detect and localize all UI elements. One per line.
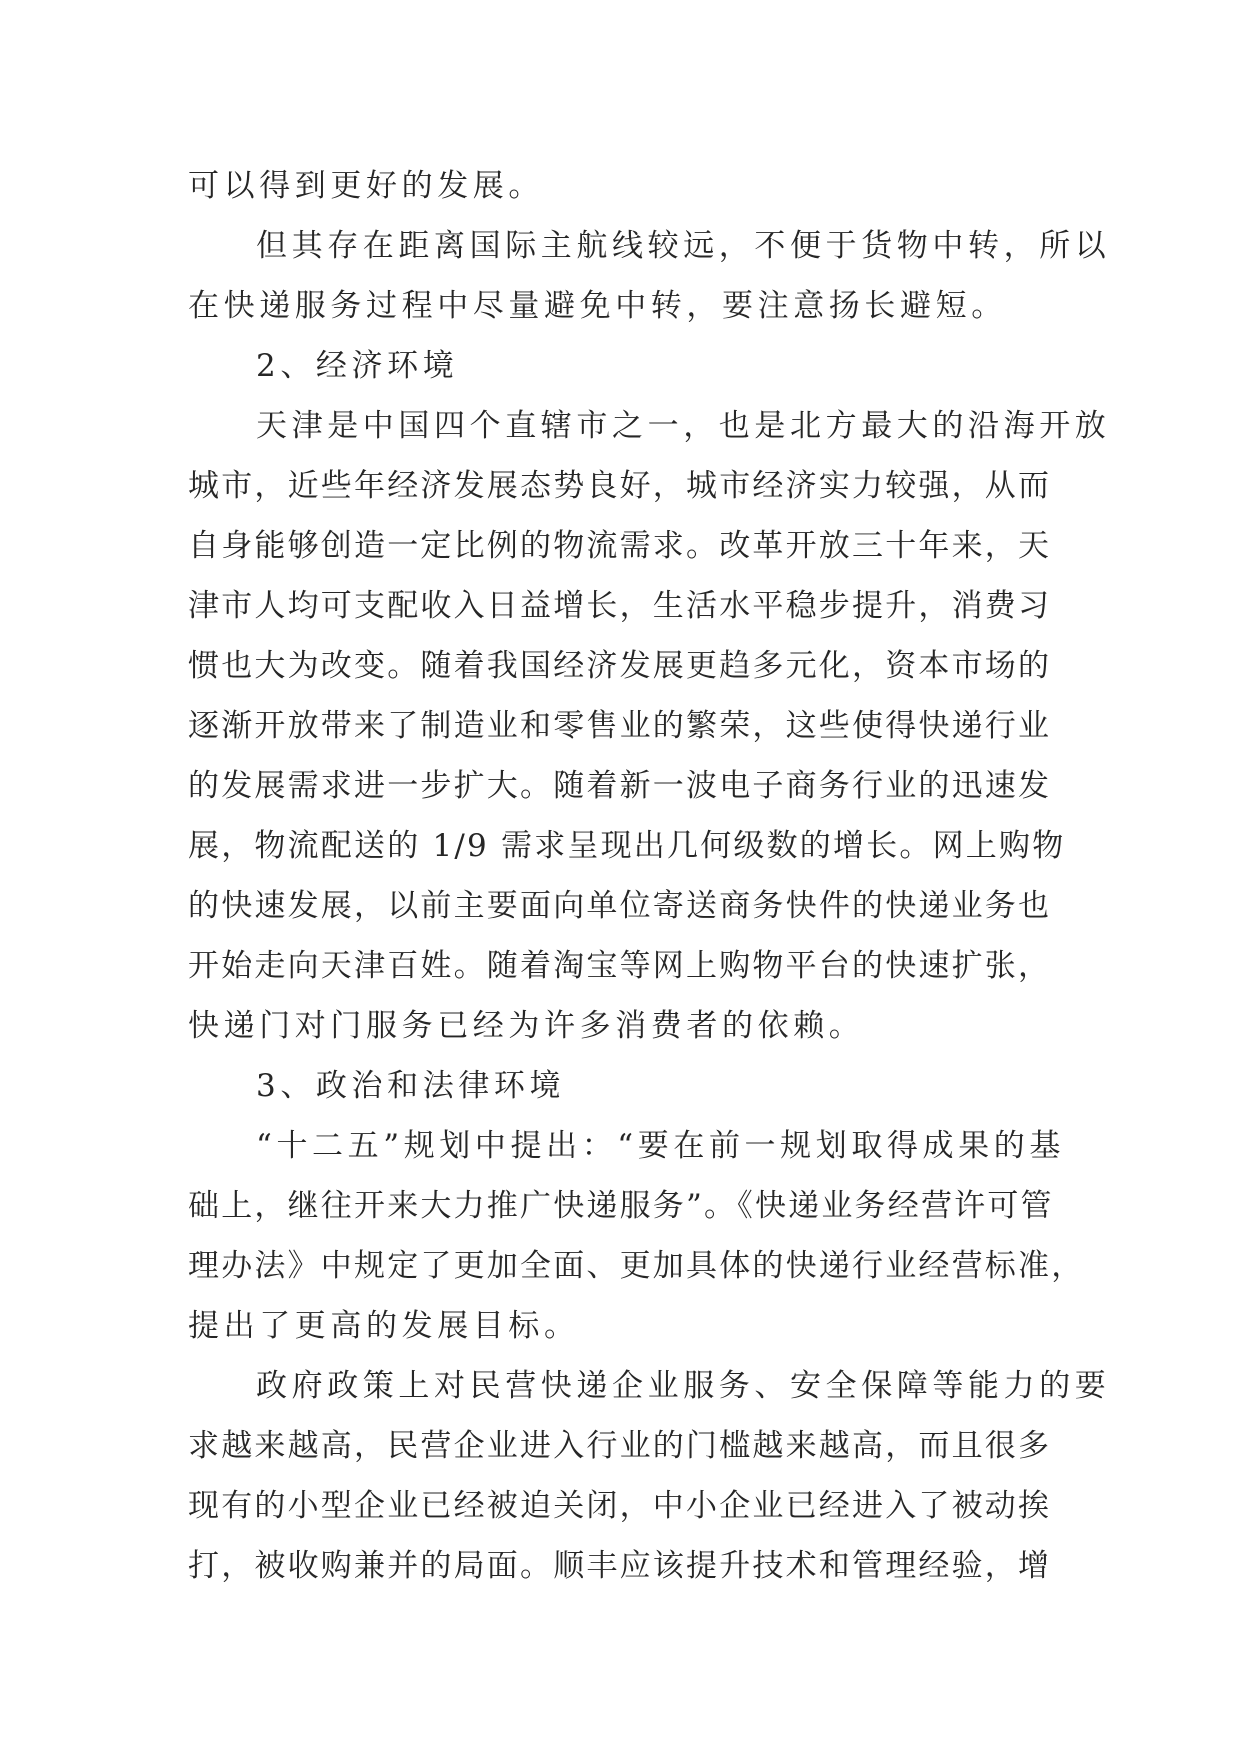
text-line: 在快递服务过程中尽量避免中转，要注意扬长避短。: [188, 288, 1007, 324]
paragraph-first-line: 政府政策上对民营快递企业服务、安全保障等能力的要: [256, 1368, 1111, 1404]
text-line: 现有的小型企业已经被迫关闭，中小企业已经进入了被动挨: [188, 1488, 1052, 1524]
paragraph-first-line: 天津是中国四个直辖市之一，也是北方最大的沿海开放: [256, 408, 1111, 444]
paragraph-first-line: “十二五”规划中提出：“要在前一规划取得成果的基: [256, 1128, 1065, 1164]
text-line: 的发展需求进一步扩大。随着新一波电子商务行业的迅速发: [188, 768, 1052, 804]
paragraph-first-line: 但其存在距离国际主航线较远，不便于货物中转，所以: [256, 228, 1111, 264]
section-heading: 2、经济环境: [256, 348, 459, 384]
text-line: 的快速发展，以前主要面向单位寄送商务快件的快递业务也: [188, 888, 1052, 924]
text-line: 打，被收购兼并的局面。顺丰应该提升技术和管理经验，增: [188, 1548, 1052, 1584]
text-line: 提出了更高的发展目标。: [188, 1308, 580, 1344]
text-line: 求越来越高，民营企业进入行业的门槛越来越高，而且很多: [188, 1428, 1052, 1464]
text-line: 开始走向天津百姓。随着淘宝等网上购物平台的快速扩张，: [188, 948, 1052, 984]
text-line: 津市人均可支配收入日益增长，生活水平稳步提升，消费习: [188, 588, 1052, 624]
text-line: 可以得到更好的发展。: [188, 168, 544, 204]
text-line: 快递门对门服务已经为许多消费者的依赖。: [188, 1008, 865, 1044]
text-line: 展，物流配送的 1/9 需求呈现出几何级数的增长。网上购物: [188, 828, 1066, 864]
text-line: 理办法》中规定了更加全面、更加具体的快递行业经营标准，: [188, 1248, 1085, 1284]
text-line: 自身能够创造一定比例的物流需求。改革开放三十年来，天: [188, 528, 1052, 564]
text-line: 惯也大为改变。随着我国经济发展更趋多元化，资本市场的: [188, 648, 1052, 684]
text-line: 城市，近些年经济发展态势良好，城市经济实力较强，从而: [188, 468, 1052, 504]
text-line: 础上，继往开来大力推广快递服务”。《快递业务经营许可管: [188, 1188, 1054, 1224]
document-body: [188, 156, 1111, 1596]
text-line: 逐渐开放带来了制造业和零售业的繁荣，这些使得快递行业: [188, 708, 1052, 744]
section-heading: 3、政治和法律环境: [256, 1068, 566, 1104]
